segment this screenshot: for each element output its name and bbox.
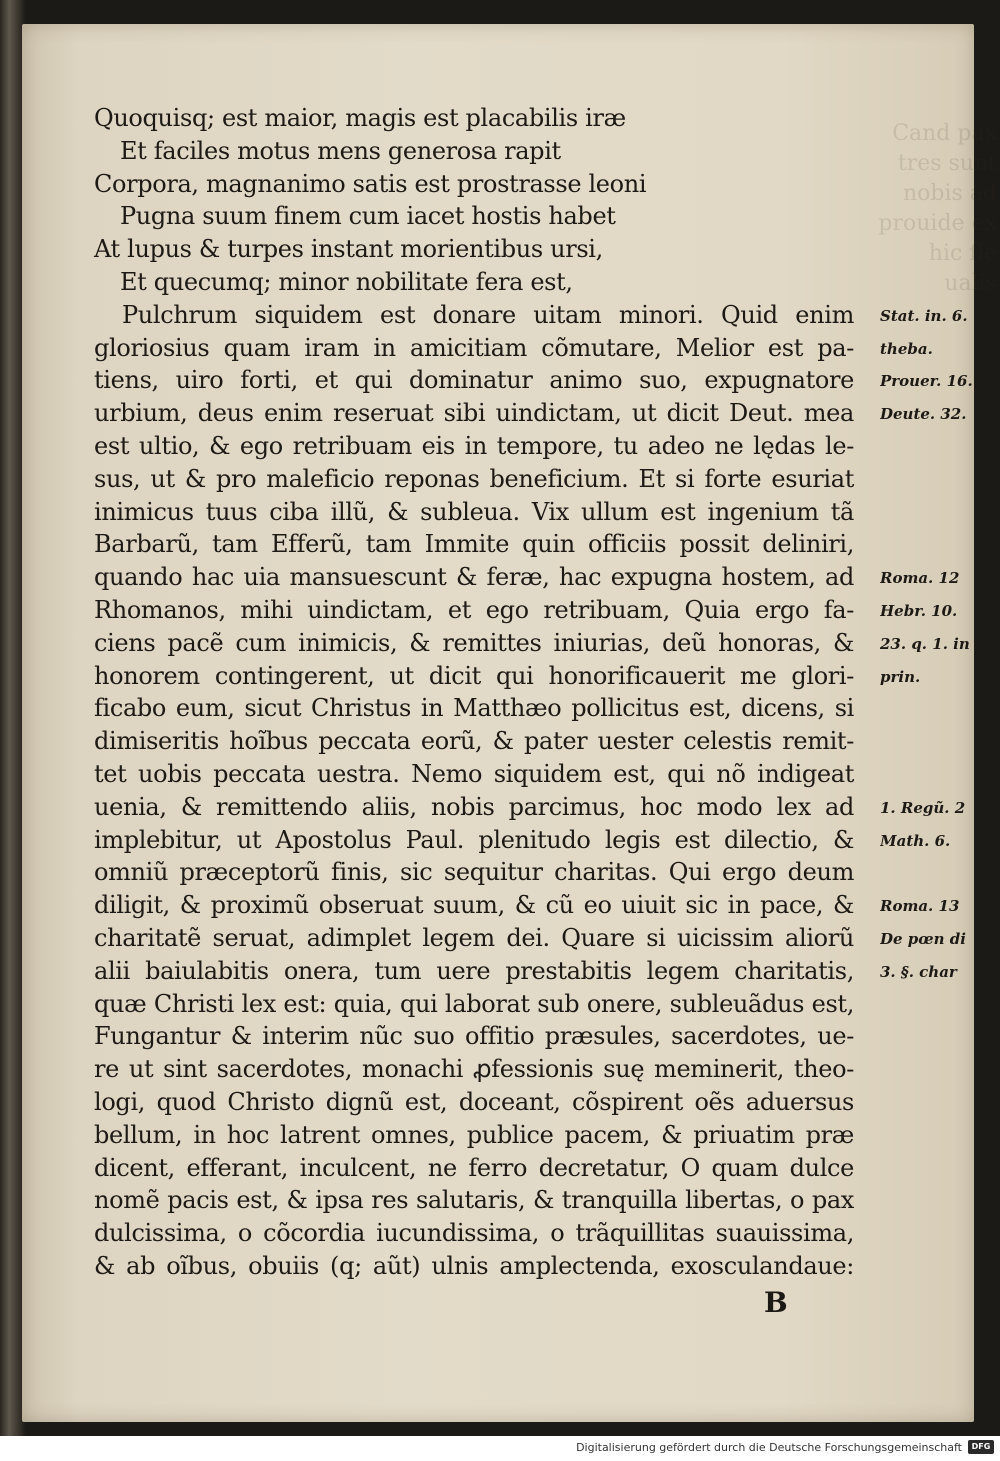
margin-note: Prouer. 16. (880, 372, 973, 391)
signature-mark: B (764, 1286, 788, 1319)
prose-line: re ut sint sacerdotes, monachi ꝓfessionis suę meminerit, theo- (94, 1055, 854, 1084)
prose-line: dimiseritis hoĩbus peccata eorũ, & pater uester celestis remit- (94, 727, 854, 756)
verse-block (94, 102, 854, 299)
verse-line: Pugna suum finem cum iacet hostis habet (120, 202, 616, 231)
prose-line: dulcissima, o cõcordia iucundissima, o trãquillitas suauissima, (94, 1219, 854, 1248)
margin-note: Deute. 32. (880, 405, 967, 424)
bleed-through-text: Cand pax tres sunt nobis ad prouide ex hic fle ualis (878, 121, 997, 296)
margin-note: theba. (880, 339, 933, 358)
margin-note: 1. Regũ. 2 (880, 798, 966, 817)
prose-line: Barbarũ, tam Efferũ, tam Immite quin officiis possit deliniri, (94, 530, 854, 559)
margin-note: 3. §. char (880, 962, 957, 981)
prose-line: tiens, uiro forti, et qui dominatur animo suo, expugnatore (94, 366, 854, 395)
verse-line: Corpora, magnanimo satis est prostrasse leoni (94, 169, 647, 198)
prose-line: charitatẽ seruat, adimplet legem dei. Quare si uicissim aliorũ (94, 923, 854, 952)
footer-bar (0, 1436, 1000, 1461)
prose-line: sus, ut & pro maleficio reponas beneficium. Et si forte esuriat (94, 464, 854, 493)
prose-line: quando hac uia mansuescunt & feræ, hac expugna hostem, ad (94, 563, 854, 592)
prose-line: alii baiulabitis onera, tum uere prestabitis legem charitatis, (94, 956, 854, 985)
page-body-text (94, 102, 854, 1283)
prose-line: omniũ præceptorũ finis, sic sequitur charitas. Qui ergo deum (94, 858, 854, 887)
dfg-logo-icon: DFG (968, 1440, 994, 1454)
margin-note: De pœn di (880, 930, 966, 948)
prose-line: Rhomanos, mihi uindictam, et ego retribuam, Quia ergo fa- (94, 595, 854, 624)
prose-line: logi, quod Christo dignũ est, doceant, cõspirent oẽs aduersus (94, 1087, 854, 1116)
prose-line: diligit, & proximũ obseruat suum, & cũ eo uiuit sic in pace, & (94, 891, 854, 920)
prose-line: ficabo eum, sicut Christus in Matthæo pollicitus est, dicens, si (94, 694, 854, 723)
book-page (22, 24, 997, 1422)
prose-line: implebitur, ut Apostolus Paul. plenitudo legis est dilectio, & (94, 825, 854, 854)
verse-line: Et quecumq; minor nobilitate fera est, (120, 267, 573, 296)
verse-line: Quoquisq; est maior, magis est placabilis iræ (94, 104, 626, 132)
prose-line: dicent, efferant, inculcent, ne ferro decretatur, O quam dulce (94, 1153, 854, 1182)
verse-line: Et faciles motus mens generosa rapit (120, 136, 561, 165)
prose-line: ciens pacẽ cum inimicis, & remittes iniurias, deũ honoras, & (94, 628, 854, 657)
verse-line: At lupus & turpes instant morientibus ursi, (94, 235, 603, 264)
prose-line: gloriosius quam iram in amicitiam cõmutare, Melior est pa- (94, 333, 854, 362)
prose-line: Fungantur & interim nũc suo offitio præsules, sacerdotes, ue- (94, 1022, 854, 1051)
margin-note: 23. q. 1. in (880, 634, 970, 653)
margin-note: Stat. in. 6. (880, 306, 968, 325)
prose-line: est ultio, & ego retribuam eis in tempore, tu adeo ne lędas le- (94, 431, 854, 460)
prose-line: quæ Christi lex est: quia, qui laborat sub onere, subleuãdus est, (94, 989, 854, 1018)
prose-line: uenia, & remittendo aliis, nobis parcimus, hoc modo lex ad (94, 792, 854, 821)
prose-line: nomẽ pacis est, & ipsa res salutaris, & tranquilla libertas, o pax (94, 1186, 854, 1215)
prose-line: inimicus tuus ciba illũ, & subleua. Vix ullum est ingenium tã (94, 497, 854, 526)
prose-block (94, 299, 854, 1283)
prose-line: urbium, deus enim reseruat sibi uindictam, ut dicit Deut. mea (94, 399, 854, 428)
prose-line: bellum, in hoc latrent omnes, publice pacem, & priuatim præ (94, 1120, 854, 1149)
prose-line: Pulchrum siquidem est donare uitam minori. Quid enim (122, 300, 854, 329)
prose-line: tet uobis peccata uestra. Nemo siquidem est, qui nõ indigeat (94, 759, 854, 788)
funding-credit: Digitalisierung gefördert durch die Deutsche Forschungsgemeinschaft (576, 1441, 962, 1454)
margin-note: Math. 6. (880, 831, 951, 850)
margin-notes (880, 24, 996, 1422)
margin-note: Roma. 13 (880, 897, 960, 916)
prose-line: & ab oĩbus, obuiis (q; aũt) ulnis amplectenda, exosculandaue: (94, 1251, 854, 1280)
margin-note: prin. (880, 667, 921, 686)
margin-note: Hebr. 10. (880, 602, 958, 620)
margin-note: Roma. 12 (880, 569, 960, 588)
prose-line: honorem contingerent, ut dicit qui honorificauerit me glori- (94, 661, 854, 690)
